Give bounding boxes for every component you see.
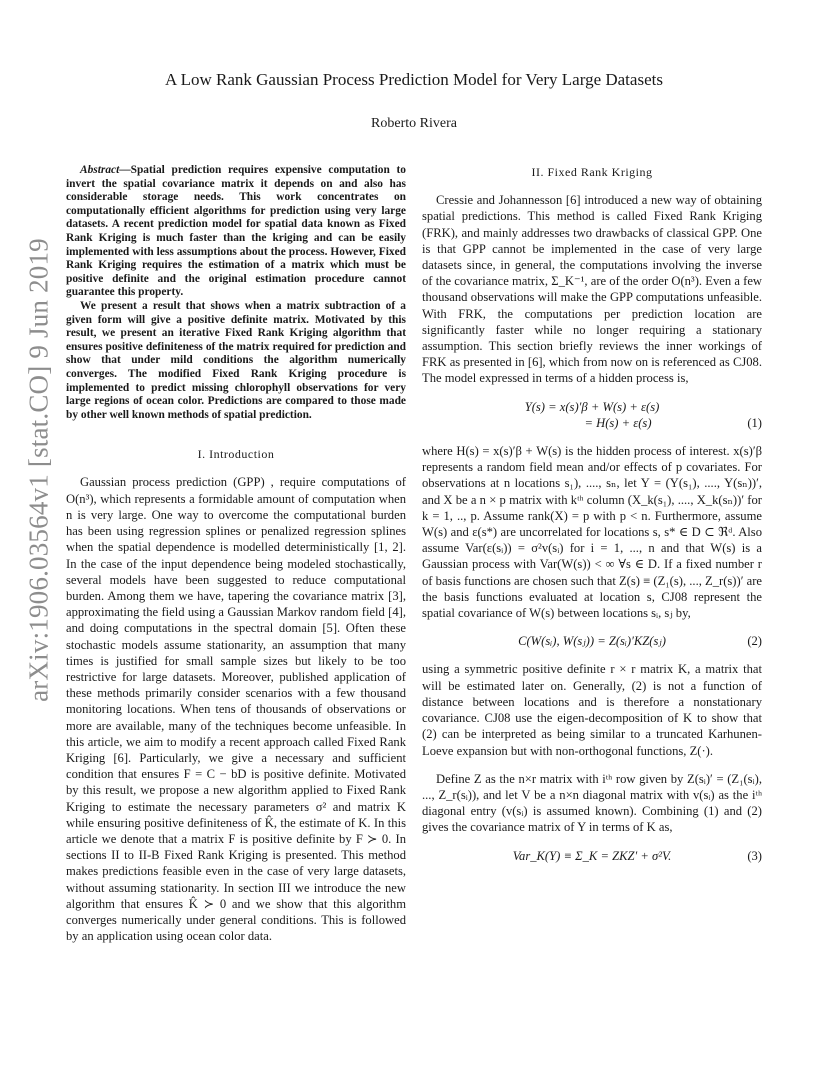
frk-paragraph-4: Define Z as the n×r matrix with iᵗʰ row given by Z(sᵢ)′ = (Z₁(sᵢ), ..., Z_r(sᵢ)), and let V be a n×n diagonal matrix with v(sᵢ) as the iᵗʰ diagonal entry (v(sᵢ) is assumed known). Combining (1) and (2) gives the covariance matrix of Y in terms of K as,	[422, 771, 762, 835]
equation-2-body: C(W(sᵢ), W(sⱼ)) = Z(sᵢ)′KZ(sⱼ)	[518, 634, 666, 649]
frk-paragraph-1: Cressie and Johannesson [6] introduced a new way of obtaining spatial predictions. This method is called Fixed Rank Kriging (FRK), and mainly addresses two drawbacks of classical GPP. One is that GPP cannot be implemented in the case of very large datasets since, in general, the computations involving the inverse of the covariance matrix, Σ_K⁻¹, are of the order O(n³). Even a few thousand observations will make the GPP computations unfeasible. With FRK, the computations per prediction location are significantly faster while no longer requiring a stationary assumption. This section briefly reviews the inner workings of FRK as presented in [6], which from now on is referenced as CJ08. The model expressed in terms of a hidden process is,	[422, 193, 762, 386]
equation-1-line-2: = H(s) + ε(s)	[584, 415, 652, 430]
equation-3-body: Var_K(Y) ≡ Σ_K = ZKZ′ + σ²V.	[512, 848, 672, 863]
introduction-paragraph: Gaussian process prediction (GPP) , require computations of O(n³), which represents a formidable amount of computation when n is very large. One way to overcome the computational burden has been using regression splines or penalized regression splines when the spatial dependence is modelled deterministically [1, 2]. In the case of the input dependence being modeled stochastically, several models have been suggested to reduce computational burden. Among them we have, tapering the covariance matrix [3], approximating the field using a Gaussian Markov random field [4], and doing computations in the spectral domain [5]. Often these stochastic models assume stationarity, an assumption that many times is justified for small sample sizes but likely to be too restrictive for large datasets. Moreover, published application of these methods primarily consider scenarios with a few thousand monitoring locations. When tens of thousands of observations or more are available, many of the techniques become unfeasible. In this article, we aim to modify a recent approach called Fixed Rank Kriging [6]. Particularly, we give a necessary and sufficient condition that ensures F = C − bD is positive definite. Motivated by this result, we propose a new algorithm applied to Fixed Rank Kriging to estimate the necessary parameters σ² and matrix K while ensuring positive definiteness of K̂, the estimate of K. In this article we denote that a matrix F is positive definite by F ≻ 0. In sections II to II-B Fixed Rank Kriging is presented. This method makes predictions feasible even in the case of very large datasets, without assuming stationarity. In section III we introduce the new algorithm that ensures K̂ ≻ 0 and we show that this algorithm converges numerically under general conditions. This is followed by an application using ocean color data.	[66, 475, 406, 944]
equation-2-number: (2)	[747, 634, 762, 649]
paper-title: A Low Rank Gaussian Process Prediction Model for Very Large Datasets	[165, 70, 663, 89]
abstract-paragraph-2: We present a result that shows when a matrix subtraction of a given form will give a positive definite matrix. Motivated by this result, we present an iterative Fixed Rank Kriging algorithm that ensures positive definiteness of the matrix required for prediction and show that under mild conditions the algorithm numerically converges. The modified Fixed Rank Kriging procedure is implemented to predict missing chlorophyll observations for very large regions of ocean color. Predictions are compared to those made by other well known methods of spatial prediction.	[66, 299, 406, 421]
section-heading-fixed-rank-kriging: II. Fixed Rank Kriging	[531, 165, 653, 179]
equation-2	[422, 633, 762, 649]
section-heading-introduction: I. Introduction	[197, 447, 275, 462]
frk-paragraph-2: where H(s) = x(s)′β + W(s) is the hidden process of interest. x(s)′β represents a random field mean and/or effects of p covariates. For observations at n locations s₁), ...., sₙ, let Y = (Y(s₁), ...., Y(sₙ))′, and X be a n × p matrix with kᵗʰ column (X_k(s₁), ...., X_k(sₙ))′ for k = 1, .., p. Assume rank(X) = p with p < n. Furthermore, assume W(s) and ε(s*) are uncorrelated for locations s, s* ∈ D ⊂ ℜᵈ. Also assume Var(ε(sᵢ)) = σ²v(sᵢ) for i = 1, ..., n and that W(s) is a Gaussian process with Var(W(s)) < ∞ ∀s ∈ D. If a fixed number r of basis functions are chosen such that Z(s) ≡ (Z₁(s), ..., Z_r(s))′ are the basis functions evaluated at location s, CJ08 represent the spatial covariance of W(s) between locations sᵢ, sⱼ by,	[422, 444, 762, 621]
abstract	[66, 164, 406, 422]
left-column	[66, 164, 406, 944]
arxiv-id-text: arXiv:1906.03564v1 [stat.CO] 9 Jun 2019	[23, 238, 54, 702]
abstract-paragraph-1: Abstract—Spatial prediction requires expensive computation to invert the spatial covariance matrix it depends on and also has considerable storage needs. This work concentrates on computationally efficient algorithms for prediction using very large datasets. A recent prediction model for spatial data known as Fixed Rank Kriging is much faster than the kriging and can be easily implemented with less assumptions about the process. However, Fixed Rank Kriging requires the estimation of a matrix which must be positive definite and the original estimation procedure cannot guarantee this property.	[66, 164, 406, 299]
frk-paragraph-3: using a symmetric positive definite r × r matrix K, a matrix that will be estimated later on. Generally, (2) is not a function of distance between locations and is therefore a nonstationary covariance. CJ08 use the eigen-decomposition of K to show that (2) can be interpreted as being similar to a truncated Karhunen-Loeve expansion but with non-orthogonal functions, Z(·).	[422, 662, 762, 758]
arxiv-margin-identifier	[14, 238, 64, 702]
right-column	[422, 164, 762, 876]
equation-1	[422, 399, 762, 431]
abstract-lead: Abstract	[80, 164, 120, 176]
equation-1-number: (1)	[747, 415, 762, 430]
equation-3	[422, 848, 762, 864]
paper-author: Roberto Rivera	[371, 116, 457, 131]
equation-3-number: (3)	[747, 848, 762, 863]
equation-1-line-1: Y(s) = x(s)′β + W(s) + ε(s)	[524, 399, 660, 414]
